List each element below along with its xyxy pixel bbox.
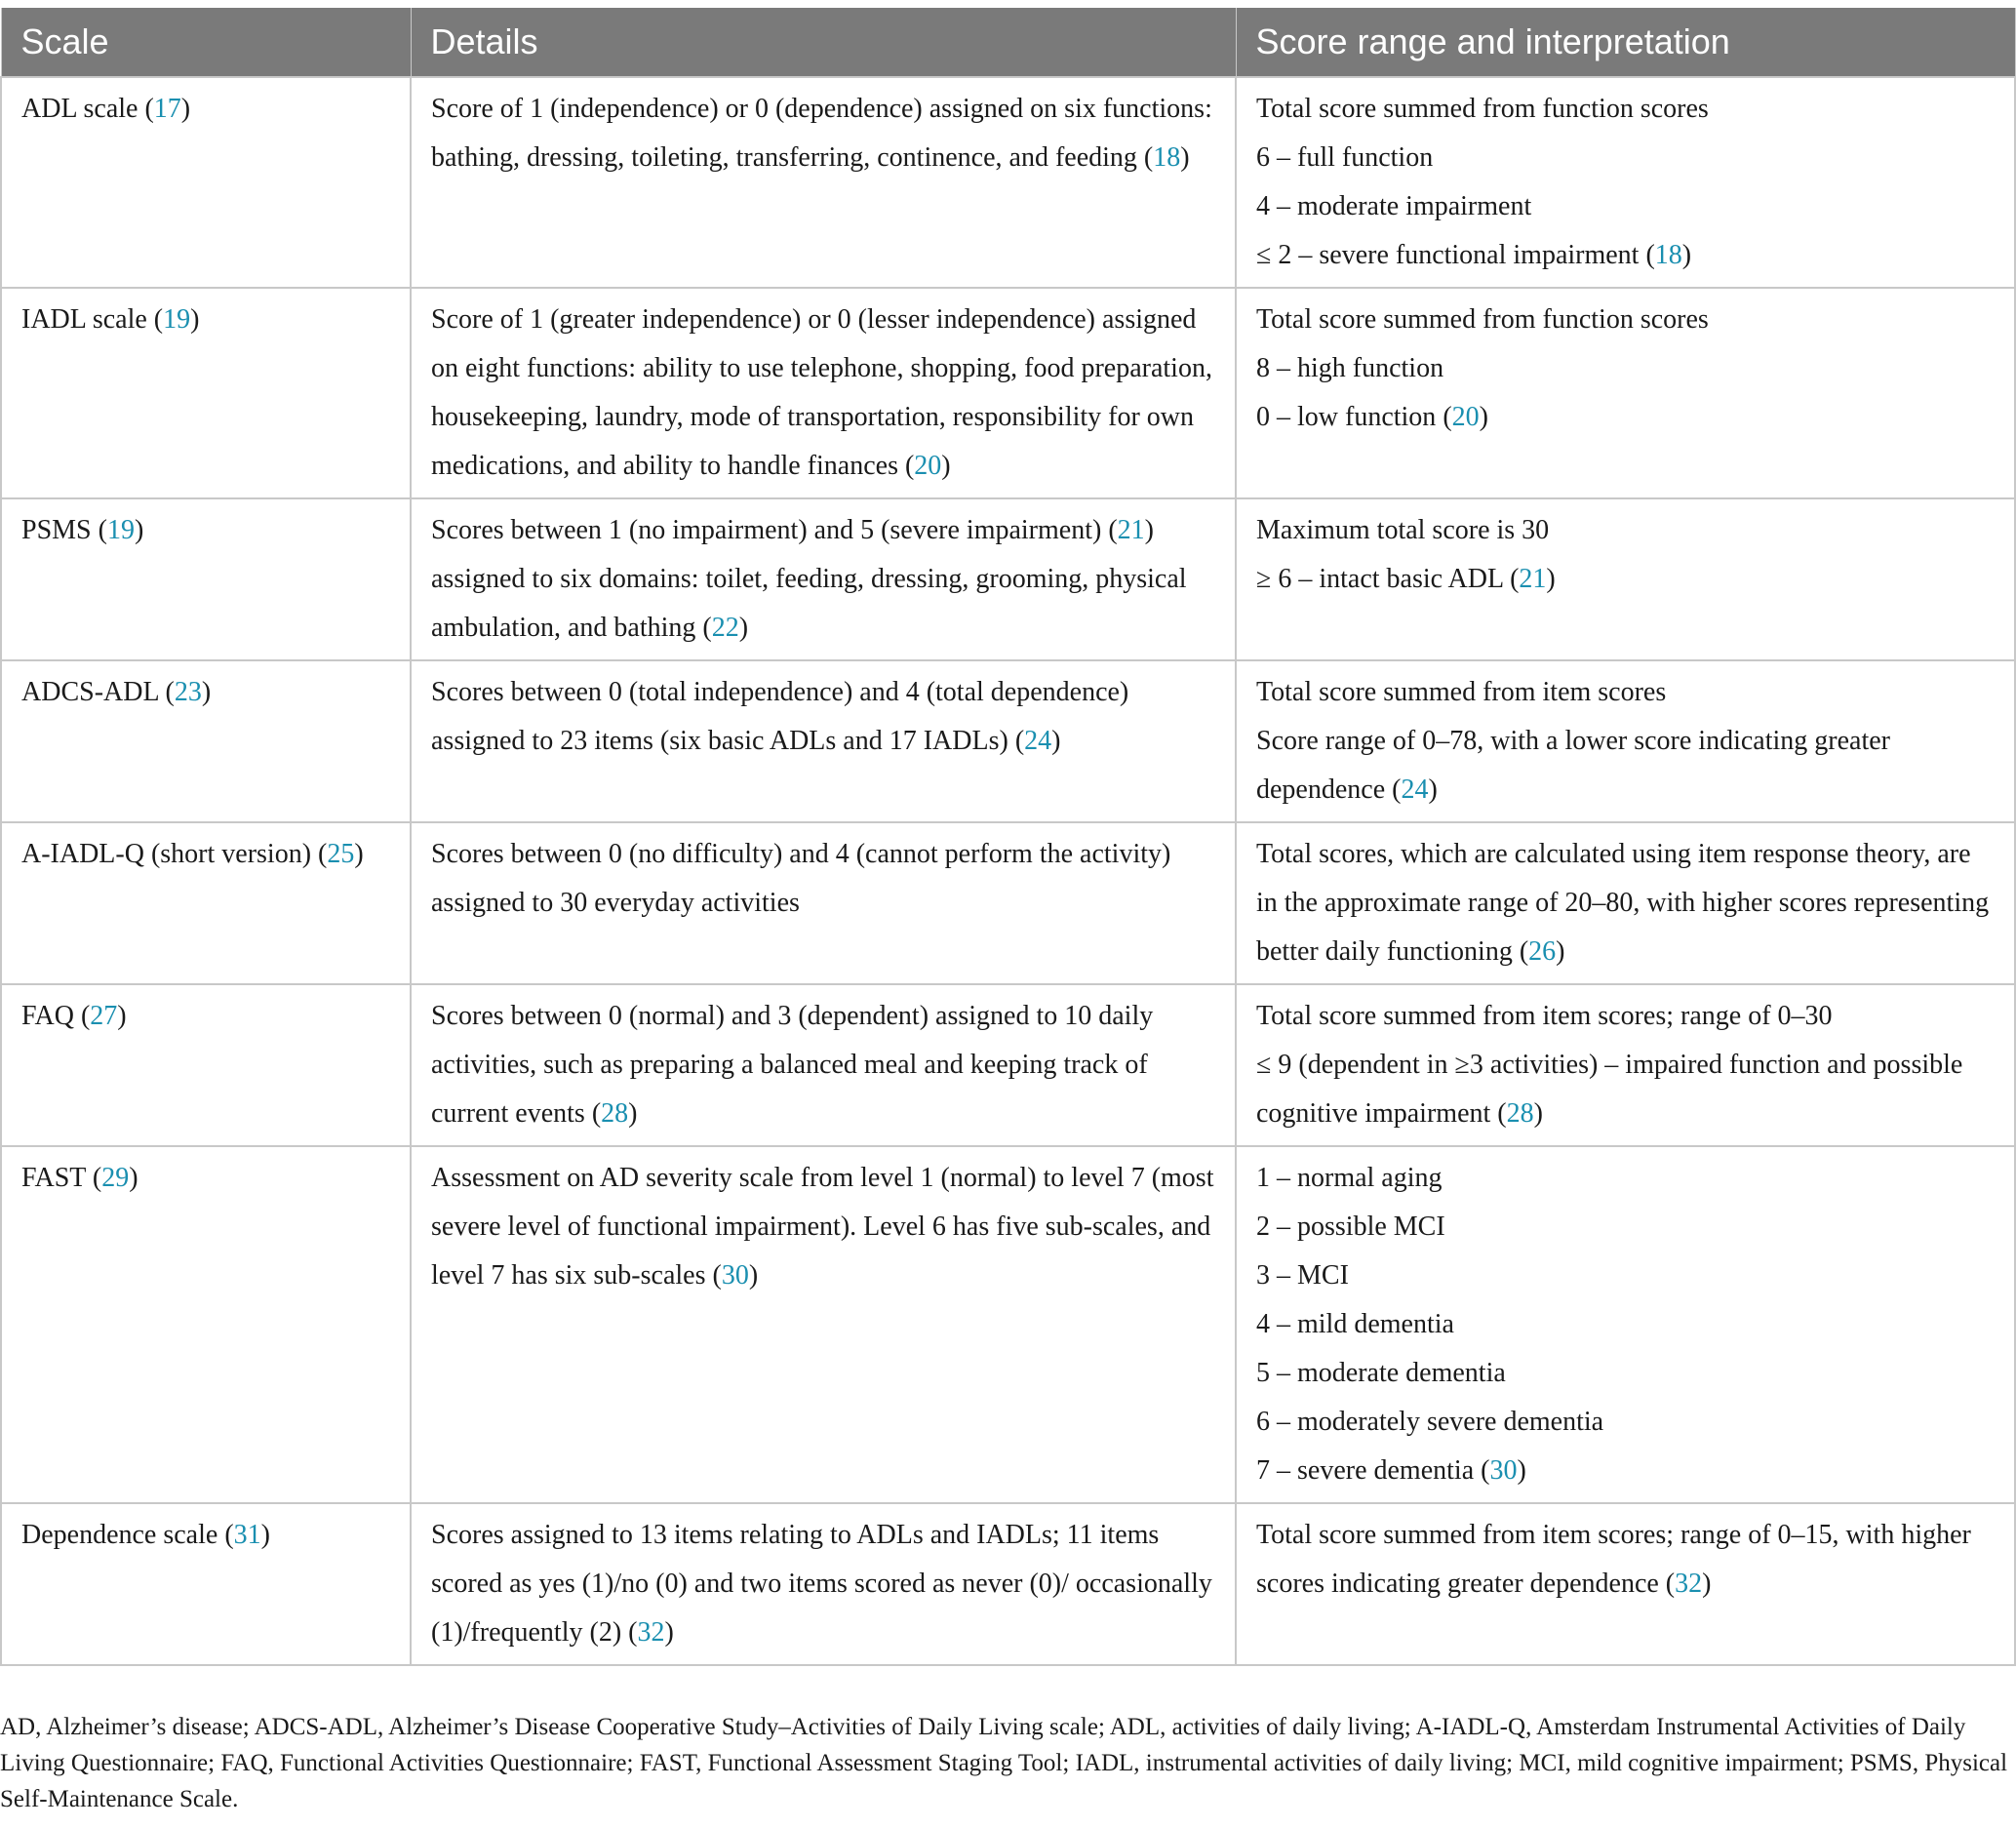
- score-line: ≤ 9 (dependent in ≥3 activities) – impaired function and possible cognitive impairment (28): [1256, 1050, 1963, 1129]
- citation-link[interactable]: 28: [1506, 1098, 1534, 1129]
- score-text: Score range of 0–78, with a lower score indicating greater dependence: [1256, 726, 1890, 805]
- citation-link[interactable]: 29: [101, 1163, 130, 1193]
- scale-name: Dependence scale: [21, 1520, 218, 1550]
- score-text: Maximum total score is 30: [1256, 515, 1550, 545]
- scale-name: ADCS-ADL: [21, 677, 159, 707]
- score-line: [1256, 85, 1995, 134]
- score-text: Total score summed from function scores: [1256, 94, 1709, 124]
- citation-link[interactable]: 21: [1117, 515, 1145, 545]
- score-line: Total score summed from item scores; range of 0–15, with higher scores indicating greater dependence (32): [1256, 1520, 1971, 1599]
- details-text-pre: Scores between 1 (no impairment) and 5 (severe impairment): [431, 515, 1102, 545]
- scale-name: A-IADL-Q (short version): [21, 839, 312, 869]
- table-row: [1, 660, 2015, 822]
- cell-scale: A-IADL-Q (short version) (25): [1, 822, 411, 984]
- details-text: Assessment on AD severity scale from level 1 (normal) to level 7 (most severe level of functional impairment). Level 6 has five sub-scales, and level 7 has six sub-scales: [431, 1163, 1214, 1291]
- scale-name: FAQ: [21, 1001, 74, 1031]
- score-text: 7 – severe dementia: [1256, 1455, 1475, 1486]
- details-text: Scores assigned to 13 items relating to ADLs and IADLs; 11 items scored as yes (1)/no (0) and two items scored as never (0)/ occasionally (1)/frequently (2): [431, 1520, 1212, 1648]
- citation-link[interactable]: 28: [601, 1098, 629, 1129]
- score-text: ≥ 6 – intact basic ADL: [1256, 564, 1504, 594]
- score-line: [1256, 1154, 1995, 1203]
- table-row: [1, 1503, 2015, 1665]
- table-container: [0, 8, 2014, 1666]
- table-row: [1, 288, 2015, 498]
- table-row: [1, 1146, 2015, 1503]
- cell-scale: IADL scale (19): [1, 288, 411, 498]
- citation-link[interactable]: 31: [233, 1520, 261, 1550]
- score-line: Total scores, which are calculated using item response theory, are in the approximate range of 20–80, with higher scores representing better daily functioning (26): [1256, 839, 1990, 967]
- cell-scale: ADL scale (17): [1, 77, 411, 288]
- details-text: Scores between 0 (no difficulty) and 4 (cannot perform the activity) assigned to 30 everyday activities: [431, 839, 1171, 918]
- citation-link[interactable]: 22: [711, 613, 739, 643]
- score-text: 2 – possible MCI: [1256, 1212, 1445, 1242]
- score-text: Total score summed from function scores: [1256, 304, 1709, 335]
- cell-scale: FAST (29): [1, 1146, 411, 1503]
- score-line: 0 – low function (20): [1256, 402, 1488, 432]
- citation-link[interactable]: 26: [1528, 936, 1557, 967]
- cell-details: Assessment on AD severity scale from level 1 (normal) to level 7 (most severe level of functional impairment). Level 6 has five sub-scales, and level 7 has six sub-scales (30): [411, 1146, 1236, 1503]
- score-line: [1256, 1349, 1995, 1398]
- table-row: [1, 984, 2015, 1146]
- score-line: ≤ 2 – severe functional impairment (18): [1256, 240, 1692, 270]
- cell-score: [1236, 1503, 2015, 1665]
- citation-link[interactable]: 17: [153, 94, 181, 124]
- score-line: [1256, 1398, 1995, 1447]
- table-row: [1, 498, 2015, 660]
- citation-link[interactable]: 27: [90, 1001, 118, 1031]
- citation-link[interactable]: 24: [1024, 726, 1052, 756]
- details-text: Scores between 0 (normal) and 3 (dependent) assigned to 10 daily activities, such as preparing a balanced meal and keeping track of current events: [431, 1001, 1154, 1129]
- score-text: 1 – normal aging: [1256, 1163, 1443, 1193]
- cell-score: [1236, 984, 2015, 1146]
- score-line: [1256, 668, 1995, 717]
- table-body: [1, 77, 2015, 1665]
- score-line: [1256, 1203, 1995, 1252]
- score-line: Score range of 0–78, with a lower score indicating greater dependence (24): [1256, 726, 1890, 805]
- table-row: [1, 77, 2015, 288]
- table-row: [1, 822, 2015, 984]
- score-text: 3 – MCI: [1256, 1260, 1349, 1291]
- citation-link[interactable]: 19: [163, 304, 191, 335]
- table-footnote: AD, Alzheimer’s disease; ADCS-ADL, Alzheimer’s Disease Cooperative Study–Activities of Daily Living scale; ADL, activities of daily living; A-IADL-Q, Amsterdam Instrumental Activities of Daily Living Questionnaire; FAQ, Functional Activities Questionnaire; FAST, Functional Assessment Staging Tool; IADL, instrumental activities of daily living; MCI, mild cognitive impairment; PSMS, Physical Self-Maintenance Scale.: [0, 1714, 2008, 1812]
- score-text: ≤ 9 (dependent in ≥3 activities) – impaired function and possible cognitive impairment: [1256, 1050, 1963, 1129]
- score-text: Total scores, which are calculated using item response theory, are in the approximate range of 20–80, with higher scores representing better daily functioning: [1256, 839, 1990, 967]
- score-line: [1256, 134, 1995, 182]
- score-line: [1256, 1300, 1995, 1349]
- citation-link[interactable]: 24: [1401, 775, 1429, 805]
- cell-score: [1236, 660, 2015, 822]
- cell-details: Scores assigned to 13 items relating to ADLs and IADLs; 11 items scored as yes (1)/no (0) and two items scored as never (0)/ occasionally (1)/frequently (2) (32): [411, 1503, 1236, 1665]
- score-text: Total score summed from item scores; range of 0–15, with higher scores indicating greater dependence: [1256, 1520, 1971, 1599]
- cell-details: Score of 1 (independence) or 0 (dependence) assigned on six functions: bathing, dressing, toileting, transferring, continence, and feeding (18): [411, 77, 1236, 288]
- details-text: Score of 1 (independence) or 0 (dependence) assigned on six functions: bathing, dressing, toileting, transferring, continence, and feeding: [431, 94, 1212, 173]
- citation-link[interactable]: 23: [174, 677, 202, 707]
- cell-score: [1236, 288, 2015, 498]
- citation-link[interactable]: 18: [1654, 240, 1682, 270]
- score-line: [1256, 1252, 1995, 1300]
- citation-link[interactable]: 21: [1519, 564, 1547, 594]
- score-line: [1256, 506, 1995, 555]
- citation-link[interactable]: 25: [327, 839, 355, 869]
- score-text: 6 – moderately severe dementia: [1256, 1407, 1604, 1437]
- header-details: Details: [411, 8, 1236, 77]
- citation-link[interactable]: 30: [721, 1260, 749, 1291]
- cell-details: Score of 1 (greater independence) or 0 (lesser independence) assigned on eight functions: ability to use telephone, shopping, food preparation, housekeeping, laundry, mode of transportation, responsibility for own medications, and ability to handle finances (20): [411, 288, 1236, 498]
- citation-link[interactable]: 32: [1675, 1569, 1703, 1599]
- citation-link[interactable]: 20: [914, 451, 942, 481]
- score-line: [1256, 182, 1995, 231]
- cell-details: Scores between 1 (no impairment) and 5 (severe impairment) (21) assigned to six domains: toilet, feeding, dressing, grooming, physical ambulation, and bathing (22): [411, 498, 1236, 660]
- citation-link[interactable]: 30: [1489, 1455, 1518, 1486]
- header-row: [1, 8, 2015, 77]
- score-line: [1256, 296, 1995, 344]
- scale-name: IADL scale: [21, 304, 147, 335]
- score-text: 0 – low function: [1256, 402, 1437, 432]
- cell-score: [1236, 822, 2015, 984]
- cell-score: [1236, 498, 2015, 660]
- score-text: 5 – moderate dementia: [1256, 1358, 1506, 1388]
- score-text: ≤ 2 – severe functional impairment: [1256, 240, 1640, 270]
- scales-table: [0, 8, 2016, 1666]
- scale-name: FAST: [21, 1163, 86, 1193]
- citation-link[interactable]: 20: [1451, 402, 1480, 432]
- cell-scale: ADCS-ADL (23): [1, 660, 411, 822]
- score-text: Total score summed from item scores; range of 0–30: [1256, 1001, 1833, 1031]
- cell-details: Scores between 0 (normal) and 3 (dependent) assigned to 10 daily activities, such as preparing a balanced meal and keeping track of current events (28): [411, 984, 1236, 1146]
- cell-scale: PSMS (19): [1, 498, 411, 660]
- scale-name: PSMS: [21, 515, 92, 545]
- table-header: [1, 8, 2015, 77]
- score-line: [1256, 992, 1995, 1041]
- header-scale: Scale: [1, 8, 411, 77]
- citation-link[interactable]: 18: [1153, 142, 1181, 173]
- score-text: Total score summed from item scores: [1256, 677, 1667, 707]
- score-line: 7 – severe dementia (30): [1256, 1455, 1526, 1486]
- scale-name: ADL scale: [21, 94, 138, 124]
- cell-score: [1236, 77, 2015, 288]
- cell-details: [411, 822, 1236, 984]
- score-text: 8 – high function: [1256, 353, 1444, 383]
- citation-link[interactable]: 19: [106, 515, 135, 545]
- details-text: Scores between 0 (total independence) and 4 (total dependence) assigned to 23 items (six basic ADLs and 17 IADLs): [431, 677, 1129, 756]
- citation-link[interactable]: 32: [637, 1617, 665, 1648]
- score-text: 6 – full function: [1256, 142, 1434, 173]
- details-text: Score of 1 (greater independence) or 0 (lesser independence) assigned on eight functions: ability to use telephone, shopping, food preparation, housekeeping, laundry, mode of transportation, responsibility for own medications, and ability to handle finances: [431, 304, 1212, 481]
- score-line: ≥ 6 – intact basic ADL (21): [1256, 564, 1556, 594]
- score-text: 4 – mild dementia: [1256, 1309, 1454, 1339]
- details-text: assigned to six domains: toilet, feeding, dressing, grooming, physical ambulation, and bathing: [431, 564, 1187, 643]
- cell-score: [1236, 1146, 2015, 1503]
- score-text: 4 – moderate impairment: [1256, 191, 1532, 221]
- cell-scale: FAQ (27): [1, 984, 411, 1146]
- score-line: [1256, 344, 1995, 393]
- header-score-range: Score range and interpretation: [1236, 8, 2015, 77]
- cell-scale: Dependence scale (31): [1, 1503, 411, 1665]
- cell-details: Scores between 0 (total independence) and 4 (total dependence) assigned to 23 items (six basic ADLs and 17 IADLs) (24): [411, 660, 1236, 822]
